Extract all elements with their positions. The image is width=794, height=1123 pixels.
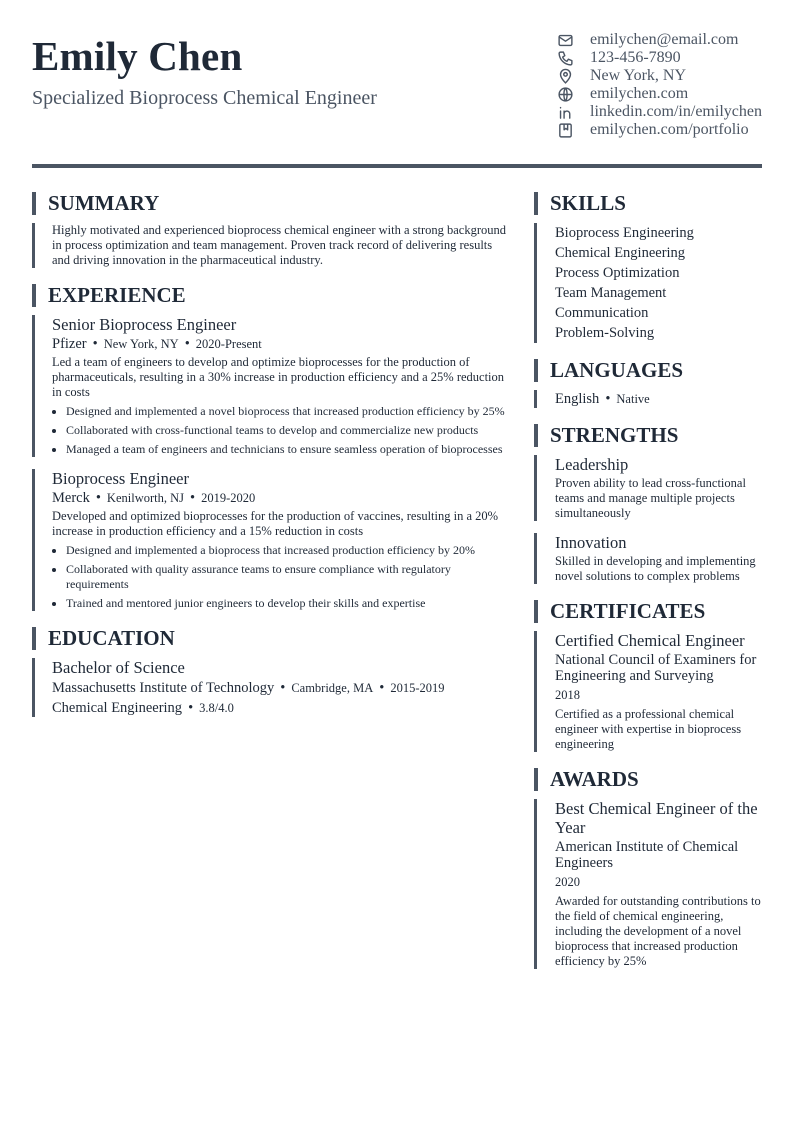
contact-email-text: emilychen@email.com (590, 31, 739, 48)
education-item (32, 658, 512, 717)
education-field-row: Chemical Engineering • 3.8/4.0 (52, 700, 234, 716)
experience-item (32, 315, 512, 457)
summary-section (32, 223, 512, 268)
certificate-item (534, 631, 762, 752)
contact-portfolio-text: emilychen.com/portfolio (590, 121, 749, 138)
education-location: Cambridge, MA (291, 681, 374, 695)
education-school: Massachusetts Institute of Technology (52, 680, 275, 696)
job-position: Senior Bioprocess Engineer (52, 315, 237, 334)
header-divider (32, 164, 762, 168)
contact-location (557, 67, 772, 85)
resume-header (32, 30, 762, 150)
candidate-name: Emily Chen (32, 33, 243, 79)
strength-description: Proven ability to lead cross-functional teams and manage multiple projects simultaneously (555, 476, 746, 520)
award-year: 2020 (555, 875, 580, 889)
strength-item (534, 533, 762, 584)
left-column (32, 192, 512, 717)
job-position: Bioprocess Engineer (52, 469, 190, 488)
certificate-issuer: National Council of Examiners for Engineering and Surveying (555, 652, 757, 684)
skill-item: Bioprocess Engineering (555, 225, 694, 241)
phone-icon (557, 50, 574, 67)
portfolio-icon (557, 122, 574, 139)
contact-website[interactable] (557, 85, 772, 103)
award-description: Awarded for outstanding contributions to the field of chemical engineering, including the development of a novel bioprocess that increased production efficiency by 25% (555, 894, 761, 968)
job-description: Led a team of engineers to develop and optimize bioprocesses for the production of pharmaceuticals, resulting in a 30% increase in production efficiency and a 25% reduction in costs (52, 355, 505, 399)
education-meta: Massachusetts Institute of Technology • Cambridge, MA • 2015-2019 (52, 680, 445, 696)
job-description: Developed and optimized bioprocesses for the production of vaccines, resulting in a 20% increase in production efficiency and a 15% reduction in costs (52, 509, 499, 538)
languages-section (534, 390, 762, 408)
job-company: Pfizer (52, 336, 87, 352)
contact-email[interactable] (557, 31, 772, 49)
skills-heading: SKILLS (534, 192, 762, 215)
job-meta: Merck • Kenilworth, NJ • 2019-2020 (52, 490, 256, 506)
skills-section (534, 223, 762, 343)
list-item: • Designed and implemented a bioprocess that increased production efficiency by 20% (66, 543, 512, 558)
globe-icon (557, 86, 574, 103)
contact-phone[interactable] (557, 49, 772, 67)
award-issuer: American Institute of Chemical Engineers (555, 839, 739, 871)
language-level: Native (616, 392, 650, 406)
certificate-year: 2018 (555, 688, 580, 702)
job-bullets (52, 543, 512, 611)
skill-item: Process Optimization (555, 265, 680, 281)
job-company: Merck (52, 490, 90, 506)
education-dates: 2015-2019 (390, 681, 445, 695)
job-meta: Pfizer • New York, NY • 2020-Present (52, 336, 262, 352)
list-item: • Collaborated with quality assurance teams to ensure compliance with regulatory requirements (66, 562, 512, 592)
certificates-heading: CERTIFICATES (534, 600, 762, 623)
job-location: New York, NY (103, 337, 179, 351)
awards-heading: AWARDS (534, 768, 762, 791)
language-item: English • Native (555, 391, 650, 407)
job-location: Kenilworth, NJ (106, 491, 184, 505)
languages-heading: LANGUAGES (534, 359, 762, 382)
skill-item: Communication (555, 305, 649, 321)
list-item: • Trained and mentored junior engineers to develop their skills and expertise (66, 596, 512, 611)
list-item: • Managed a team of engineers and technicians to ensure seamless operation of bioprocesses (66, 442, 512, 457)
strength-name: Innovation (555, 533, 627, 552)
strength-name: Leadership (555, 455, 629, 474)
contact-linkedin[interactable] (557, 103, 772, 121)
experience-heading: EXPERIENCE (32, 284, 512, 307)
contact-phone-text: 123-456-7890 (590, 49, 681, 66)
contact-list (557, 31, 772, 139)
contact-linkedin-text: linkedin.com/in/emilychen (590, 103, 762, 120)
candidate-role: Specialized Bioprocess Chemical Engineer (32, 87, 377, 109)
education-heading: EDUCATION (32, 627, 512, 650)
contact-location-text: New York, NY (590, 67, 687, 84)
list-item: • Designed and implemented a novel bioprocess that increased production efficiency by 25% (66, 404, 512, 419)
strength-item (534, 455, 762, 521)
certificate-description: Certified as a professional chemical engineer with expertise in bioprocess engineering (555, 707, 742, 751)
summary-text: Highly motivated and experienced bioprocess chemical engineer with a strong background in process optimization and team management. Proven track record of delivering results and driving innovation in the pharmaceutical industry. (52, 223, 507, 267)
certificate-name: Certified Chemical Engineer (555, 631, 745, 650)
list-item: • Collaborated with cross-functional teams to develop and commercialize new products (66, 423, 512, 438)
job-dates: 2019-2020 (201, 491, 256, 505)
linkedin-icon (557, 104, 574, 121)
job-dates: 2020-Present (195, 337, 262, 351)
job-bullets (52, 404, 512, 457)
contact-portfolio[interactable] (557, 121, 772, 139)
skill-item: Team Management (555, 285, 667, 301)
location-icon (557, 68, 574, 85)
education-gpa: 3.8/4.0 (199, 701, 234, 715)
language-name: English (555, 391, 600, 407)
contact-website-text: emilychen.com (590, 85, 689, 102)
skill-item: Chemical Engineering (555, 245, 686, 261)
skill-item: Problem-Solving (555, 325, 655, 341)
education-field: Chemical Engineering (52, 700, 183, 716)
experience-item (32, 469, 512, 611)
strengths-heading: STRENGTHS (534, 424, 762, 447)
award-item (534, 799, 762, 969)
email-icon (557, 32, 574, 49)
education-degree: Bachelor of Science (52, 658, 185, 677)
award-name: Best Chemical Engineer of the Year (555, 799, 758, 837)
summary-heading: SUMMARY (32, 192, 512, 215)
right-column (534, 192, 762, 969)
strength-description: Skilled in developing and implementing novel solutions to complex problems (555, 554, 756, 583)
